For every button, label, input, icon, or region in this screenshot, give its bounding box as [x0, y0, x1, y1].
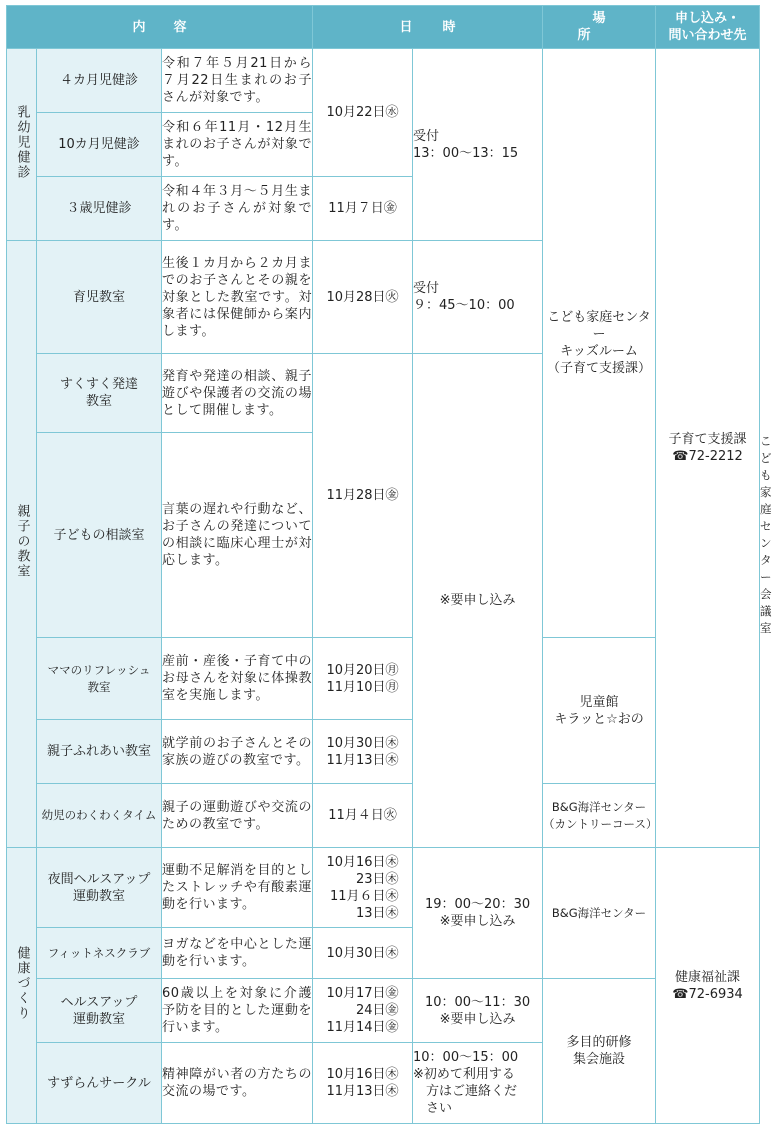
item-description: ヨガなどを中心とした運動を行います。 [162, 928, 313, 979]
contact-cell: 子育て支援課 ☎72-2212 [656, 49, 760, 848]
place-cell: こども家庭センター キッズルーム （子育て支援課） [543, 49, 656, 638]
date-line: 23日㊍ [356, 871, 399, 887]
date-line: 13日㊍ [356, 905, 399, 921]
date-cell [313, 720, 413, 784]
date-line: 10月16日㊍ [326, 854, 399, 870]
place-cell: 児童館 キラッと☆おの [543, 638, 656, 784]
date-line: 24日㊎ [356, 1003, 399, 1018]
item-name: ４カ月児健診 [37, 49, 162, 113]
date-cell [313, 177, 413, 241]
place-cell: B&G海洋センター （カントリーコース） [543, 784, 656, 848]
item-description: 60歳以上を対象に介護予防を目的とした運動を行います。 [162, 979, 313, 1043]
date-line: 11月６日㊍ [330, 888, 399, 904]
header-place: 場所 [543, 6, 656, 49]
date-line: 10月30日㊍ [326, 945, 399, 961]
date-cell [313, 979, 413, 1043]
time-cell: 10：00～11：30 ※要申し込み [413, 979, 543, 1043]
date-line: 10月22日㊌ [326, 105, 399, 120]
date-line: 10月28日㊋ [326, 289, 399, 305]
date-cell [313, 241, 413, 354]
date-cell [313, 354, 413, 638]
date-cell [313, 49, 413, 177]
time-cell: ※要申し込み [413, 354, 543, 848]
table-row: 子どもの相談室 言葉の遅れや行動など、お子さんの発達についての相談に臨床心理士が対応します。 こども家庭センター 会議室 [7, 433, 760, 638]
date-line: 10月16日㊍ [326, 1067, 399, 1082]
item-name: ３歳児健診 [37, 177, 162, 241]
item-description: 言葉の遅れや行動など、お子さんの発達についての相談に臨床心理士が対応します。 [162, 433, 313, 638]
item-name: フィットネスクラブ [37, 928, 162, 979]
item-description: 就学前のお子さんとその家族の遊びの教室です。 [162, 720, 313, 784]
header-content: 内容 [7, 6, 313, 49]
date-cell [313, 638, 413, 720]
item-description: 精神障がい者の方たちの交流の場です。 [162, 1043, 313, 1124]
item-name: すくすく発達 教室 [37, 354, 162, 433]
date-line: 11月13日㊍ [326, 1084, 399, 1099]
item-description: 令和７年５月21日から７月22日生まれのお子さんが対象です。 [162, 49, 313, 113]
contact-cell: 健康福祉課 ☎72-6934 [656, 848, 760, 1124]
item-description: 産前・産後・子育て中のお母さんを対象に体操教室を実施します。 [162, 638, 313, 720]
date-line: 11月10日㊊ [326, 679, 399, 695]
table-row [7, 784, 760, 848]
item-name: ヘルスアップ 運動教室 [37, 979, 162, 1043]
table-row [7, 848, 760, 928]
date-line: 10月17日㊎ [326, 986, 399, 1001]
group-label-health: 健康づくり [7, 848, 37, 1124]
item-description: 運動不足解消を目的としたストレッチや有酸素運動を行います。 [162, 848, 313, 928]
date-line: 11月４日㊋ [328, 808, 397, 823]
date-line: 11月７日㊎ [328, 201, 397, 216]
date-line: 11月28日㊎ [326, 488, 399, 503]
date-line: 10月20日㊊ [326, 662, 399, 678]
item-name: 10カ月児健診 [37, 113, 162, 177]
item-name: 育児教室 [37, 241, 162, 354]
date-line: 11月14日㊎ [326, 1020, 399, 1035]
item-description: 親子の運動遊びや交流のための教室です。 [162, 784, 313, 848]
date-cell [313, 848, 413, 928]
item-name: 子どもの相談室 [37, 433, 162, 638]
table-row [7, 49, 760, 113]
table-row [7, 979, 760, 1043]
item-name: 親子ふれあい教室 [37, 720, 162, 784]
time-cell: 受付 ９：45～10：00 [413, 241, 543, 354]
header-contact: 申し込み・ 問い合わせ先 [656, 6, 760, 49]
place-cell: 多目的研修 集会施設 [543, 979, 656, 1124]
schedule-table [6, 5, 772, 1124]
item-name: ママのリフレッシュ 教室 [37, 638, 162, 720]
header-datetime: 日時 [313, 6, 543, 49]
date-line: 10月30日㊍ [326, 735, 399, 751]
table-row [7, 638, 760, 720]
date-line: 11月13日㊍ [326, 752, 399, 768]
date-cell [313, 1043, 413, 1124]
time-cell: 19：00～20：30 ※要申し込み [413, 848, 543, 979]
item-description: 生後１カ月から２カ月までのお子さんとその親を対象とした教室です。対象者には保健師から案内します。 [162, 241, 313, 354]
time-cell: 受付 13：00～13：15 [413, 49, 543, 241]
date-cell [313, 784, 413, 848]
item-description: 令和６年11月・12月生まれのお子さんが対象です。 [162, 113, 313, 177]
date-cell [313, 928, 413, 979]
table-header-row [7, 6, 760, 49]
item-name: すずらんサークル [37, 1043, 162, 1124]
group-label-parent: 親子の教室 [7, 241, 37, 848]
item-name: 幼児のわくわくタイム [37, 784, 162, 848]
item-description: 令和４年３月～５月生まれのお子さんが対象です。 [162, 177, 313, 241]
time-cell: 10：00～15：00 ※初めて利用する 方はご連絡くだ さい [413, 1043, 543, 1124]
item-description: 発育や発達の相談、親子遊びや保護者の交流の場として開催します。 [162, 354, 313, 433]
group-label-infant: 乳幼児健診 [7, 49, 37, 241]
place-cell: B&G海洋センター [543, 848, 656, 979]
item-name: 夜間ヘルスアップ 運動教室 [37, 848, 162, 928]
